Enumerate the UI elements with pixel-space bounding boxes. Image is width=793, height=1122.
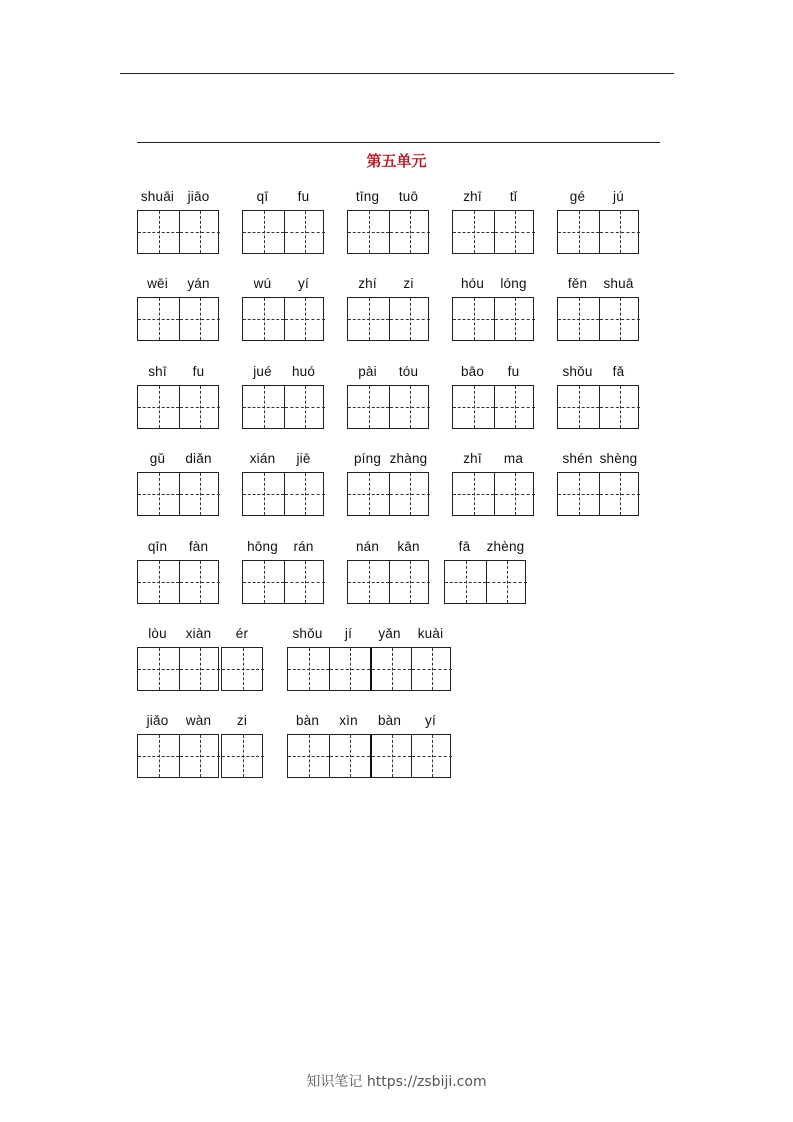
pinyin-word-3-2 bbox=[242, 364, 324, 430]
pinyin-syllable: kuài bbox=[417, 626, 444, 641]
pinyin-word-3-3 bbox=[347, 364, 429, 430]
tianzige-boxes[interactable] bbox=[347, 210, 429, 254]
writing-cell[interactable] bbox=[389, 561, 430, 603]
tianzige-boxes[interactable] bbox=[452, 385, 534, 429]
pinyin-syllable: fàn bbox=[188, 539, 209, 554]
pinyin-syllable: shuā bbox=[603, 276, 634, 291]
writing-cell[interactable] bbox=[284, 561, 325, 603]
pinyin-syllable: gǔ bbox=[149, 451, 166, 466]
writing-cell[interactable] bbox=[284, 298, 325, 340]
pinyin-syllable: jí bbox=[344, 626, 353, 641]
writing-cell[interactable] bbox=[179, 648, 220, 690]
pinyin-syllable: bàn bbox=[377, 713, 402, 728]
writing-cell[interactable] bbox=[348, 473, 389, 515]
writing-cell[interactable] bbox=[288, 735, 329, 777]
writing-cell[interactable] bbox=[494, 211, 535, 253]
pinyin-syllable: tǐ bbox=[509, 189, 518, 204]
pinyin-syllable: jiǎo bbox=[146, 713, 169, 728]
pinyin-word-1-1 bbox=[137, 189, 219, 255]
tianzige-boxes[interactable] bbox=[347, 385, 429, 429]
pinyin-syllable: tóu bbox=[398, 364, 419, 379]
pinyin-syllable: fu bbox=[297, 189, 310, 204]
header-rule bbox=[120, 73, 674, 74]
writing-cell[interactable] bbox=[138, 648, 179, 690]
writing-cell[interactable] bbox=[558, 386, 599, 428]
writing-cell[interactable] bbox=[179, 386, 220, 428]
pinyin-word-4-5 bbox=[557, 451, 639, 517]
pinyin-word-4-2 bbox=[242, 451, 324, 517]
pinyin-syllable: yán bbox=[187, 276, 210, 291]
writing-cell[interactable] bbox=[389, 386, 430, 428]
pinyin-word-7-1 bbox=[137, 713, 263, 779]
pinyin-syllable: yí bbox=[425, 713, 436, 728]
pinyin-syllable: lóng bbox=[500, 276, 527, 291]
pinyin-word-5-2 bbox=[242, 539, 324, 605]
pinyin-syllable: yí bbox=[298, 276, 309, 291]
writing-cell[interactable] bbox=[288, 648, 329, 690]
writing-cell[interactable] bbox=[389, 211, 430, 253]
pinyin-syllable: shī bbox=[148, 364, 167, 379]
writing-cell[interactable] bbox=[453, 211, 494, 253]
pinyin-word-5-1 bbox=[137, 539, 219, 605]
writing-cell[interactable] bbox=[348, 386, 389, 428]
pinyin-word-6-1 bbox=[137, 626, 263, 692]
tianzige-boxes[interactable] bbox=[242, 472, 324, 516]
pinyin-word-2-4 bbox=[452, 276, 534, 342]
writing-cell[interactable] bbox=[558, 211, 599, 253]
pinyin-syllable: shén bbox=[562, 451, 593, 466]
unit-title: 第五单元 bbox=[366, 152, 427, 170]
pinyin-word-1-2 bbox=[242, 189, 324, 255]
pinyin-word-2-1 bbox=[137, 276, 219, 342]
tianzige-boxes[interactable] bbox=[137, 647, 219, 691]
tianzige-boxes[interactable] bbox=[137, 297, 219, 341]
pinyin-word-7-2 bbox=[287, 713, 451, 779]
writing-cell[interactable] bbox=[599, 298, 640, 340]
pinyin-syllable: zhī bbox=[463, 451, 482, 466]
writing-cell[interactable] bbox=[179, 473, 220, 515]
footer-watermark: 知识笔记 https://zsbiji.com bbox=[306, 1074, 487, 1090]
tianzige-boxes[interactable] bbox=[452, 210, 534, 254]
writing-cell[interactable] bbox=[599, 473, 640, 515]
writing-cell[interactable] bbox=[453, 473, 494, 515]
writing-cell[interactable] bbox=[348, 561, 389, 603]
pinyin-word-2-3 bbox=[347, 276, 429, 342]
tianzige-boxes[interactable] bbox=[242, 560, 324, 604]
writing-cell[interactable] bbox=[284, 386, 325, 428]
pinyin-syllable: shuāi bbox=[140, 189, 175, 204]
writing-cell[interactable] bbox=[558, 473, 599, 515]
writing-cell[interactable] bbox=[138, 386, 179, 428]
writing-cell[interactable] bbox=[179, 211, 220, 253]
pinyin-syllable: kān bbox=[397, 539, 420, 554]
tianzige-boxes[interactable] bbox=[347, 472, 429, 516]
writing-cell[interactable] bbox=[599, 386, 640, 428]
writing-cell[interactable] bbox=[138, 211, 179, 253]
pinyin-syllable: píng bbox=[353, 451, 382, 466]
tianzige-boxes[interactable] bbox=[287, 647, 451, 691]
writing-cell[interactable] bbox=[370, 648, 411, 690]
writing-cell[interactable] bbox=[329, 735, 370, 777]
writing-cell[interactable] bbox=[138, 735, 179, 777]
writing-cell[interactable] bbox=[179, 735, 220, 777]
writing-cell[interactable] bbox=[348, 298, 389, 340]
pinyin-syllable: jú bbox=[613, 189, 624, 204]
pinyin-syllable: shèng bbox=[599, 451, 638, 466]
tianzige-boxes[interactable] bbox=[287, 734, 451, 778]
writing-cell[interactable] bbox=[138, 298, 179, 340]
tianzige-boxes[interactable] bbox=[452, 297, 534, 341]
pinyin-syllable: zhàng bbox=[389, 451, 428, 466]
pinyin-syllable: gé bbox=[569, 189, 586, 204]
writing-cell[interactable] bbox=[411, 735, 452, 777]
pinyin-syllable: fǎ bbox=[612, 364, 625, 379]
pinyin-syllable: xiàn bbox=[185, 626, 212, 641]
writing-cell[interactable] bbox=[243, 561, 284, 603]
tianzige-boxes[interactable] bbox=[557, 472, 639, 516]
pinyin-syllable: hōng bbox=[247, 539, 278, 554]
pinyin-syllable: xìn bbox=[339, 713, 358, 728]
writing-cell[interactable] bbox=[453, 386, 494, 428]
pinyin-word-1-4 bbox=[452, 189, 534, 255]
writing-cell[interactable] bbox=[243, 298, 284, 340]
pinyin-word-4-3 bbox=[347, 451, 429, 517]
writing-cell[interactable] bbox=[179, 561, 220, 603]
pinyin-word-3-4 bbox=[452, 364, 534, 430]
pinyin-syllable: bàn bbox=[295, 713, 320, 728]
tianzige-boxes[interactable] bbox=[137, 734, 219, 778]
pinyin-syllable: jiē bbox=[296, 451, 311, 466]
writing-cell[interactable] bbox=[494, 473, 535, 515]
pinyin-syllable: zi bbox=[236, 713, 248, 728]
pinyin-syllable: wàn bbox=[185, 713, 212, 728]
tianzige-boxes[interactable] bbox=[137, 385, 219, 429]
pinyin-syllable: hóu bbox=[460, 276, 485, 291]
tianzige-boxes[interactable] bbox=[137, 210, 219, 254]
pinyin-word-3-5 bbox=[557, 364, 639, 430]
pinyin-syllable: zi bbox=[403, 276, 414, 291]
pinyin-word-4-1 bbox=[137, 451, 219, 517]
pinyin-syllable: shǒu bbox=[562, 364, 593, 379]
writing-cell[interactable] bbox=[486, 561, 527, 603]
pinyin-word-5-3 bbox=[347, 539, 429, 605]
pinyin-syllable: jué bbox=[253, 364, 272, 379]
writing-cell[interactable] bbox=[453, 298, 494, 340]
tianzige-boxes[interactable] bbox=[347, 560, 429, 604]
writing-cell[interactable] bbox=[179, 298, 220, 340]
writing-cell[interactable] bbox=[284, 473, 325, 515]
pinyin-syllable: ma bbox=[503, 451, 524, 466]
pinyin-syllable: zhí bbox=[358, 276, 377, 291]
pinyin-syllable: lòu bbox=[148, 626, 167, 641]
title-rule bbox=[137, 142, 660, 143]
writing-cell[interactable] bbox=[284, 211, 325, 253]
writing-cell[interactable] bbox=[494, 298, 535, 340]
pinyin-syllable: qīn bbox=[147, 539, 168, 554]
pinyin-syllable: tuō bbox=[398, 189, 419, 204]
tianzige-boxes[interactable] bbox=[242, 385, 324, 429]
writing-cell[interactable] bbox=[329, 648, 370, 690]
pinyin-syllable: fu bbox=[192, 364, 205, 379]
tianzige-boxes[interactable] bbox=[444, 560, 526, 604]
writing-cell[interactable] bbox=[243, 386, 284, 428]
tianzige-boxes[interactable] bbox=[221, 734, 263, 778]
writing-cell[interactable] bbox=[599, 211, 640, 253]
pinyin-syllable: fu bbox=[507, 364, 520, 379]
writing-cell[interactable] bbox=[445, 561, 486, 603]
tianzige-boxes[interactable] bbox=[221, 647, 263, 691]
pinyin-syllable: jiāo bbox=[187, 189, 210, 204]
pinyin-syllable: wēi bbox=[147, 276, 168, 291]
pinyin-word-2-5 bbox=[557, 276, 639, 342]
tianzige-boxes[interactable] bbox=[557, 385, 639, 429]
pinyin-word-5-4 bbox=[444, 539, 526, 605]
pinyin-word-1-3 bbox=[347, 189, 429, 255]
pinyin-syllable: ér bbox=[235, 626, 249, 641]
tianzige-boxes[interactable] bbox=[557, 297, 639, 341]
writing-cell[interactable] bbox=[243, 211, 284, 253]
tianzige-boxes[interactable] bbox=[242, 210, 324, 254]
writing-cell[interactable] bbox=[348, 211, 389, 253]
pinyin-syllable: xián bbox=[249, 451, 276, 466]
writing-cell[interactable] bbox=[411, 648, 452, 690]
tianzige-boxes[interactable] bbox=[137, 560, 219, 604]
writing-cell[interactable] bbox=[138, 473, 179, 515]
writing-cell[interactable] bbox=[370, 735, 411, 777]
pinyin-word-2-2 bbox=[242, 276, 324, 342]
pinyin-syllable: pài bbox=[358, 364, 377, 379]
pinyin-word-3-1 bbox=[137, 364, 219, 430]
pinyin-syllable: huó bbox=[291, 364, 316, 379]
pinyin-syllable: diǎn bbox=[185, 451, 212, 466]
pinyin-syllable: yǎn bbox=[378, 626, 401, 641]
pinyin-syllable: nán bbox=[355, 539, 380, 554]
pinyin-syllable: rán bbox=[293, 539, 314, 554]
pinyin-word-1-5 bbox=[557, 189, 639, 255]
tianzige-boxes[interactable] bbox=[137, 472, 219, 516]
pinyin-syllable: qī bbox=[256, 189, 269, 204]
tianzige-boxes[interactable] bbox=[557, 210, 639, 254]
writing-cell[interactable] bbox=[222, 648, 264, 690]
writing-cell[interactable] bbox=[494, 386, 535, 428]
pinyin-syllable: shǒu bbox=[292, 626, 323, 641]
tianzige-boxes[interactable] bbox=[452, 472, 534, 516]
tianzige-boxes[interactable] bbox=[242, 297, 324, 341]
pinyin-syllable: tīng bbox=[355, 189, 380, 204]
pinyin-word-6-2 bbox=[287, 626, 451, 692]
pinyin-syllable: fěn bbox=[567, 276, 588, 291]
pinyin-word-4-4 bbox=[452, 451, 534, 517]
pinyin-syllable: wú bbox=[253, 276, 272, 291]
pinyin-syllable: fā bbox=[458, 539, 471, 554]
writing-cell[interactable] bbox=[389, 473, 430, 515]
writing-cell[interactable] bbox=[389, 298, 430, 340]
writing-cell[interactable] bbox=[558, 298, 599, 340]
pinyin-syllable: bāo bbox=[460, 364, 485, 379]
writing-cell[interactable] bbox=[243, 473, 284, 515]
pinyin-syllable: zhèng bbox=[486, 539, 525, 554]
writing-cell[interactable] bbox=[138, 561, 179, 603]
pinyin-syllable: zhī bbox=[463, 189, 482, 204]
writing-cell[interactable] bbox=[222, 735, 264, 777]
tianzige-boxes[interactable] bbox=[347, 297, 429, 341]
